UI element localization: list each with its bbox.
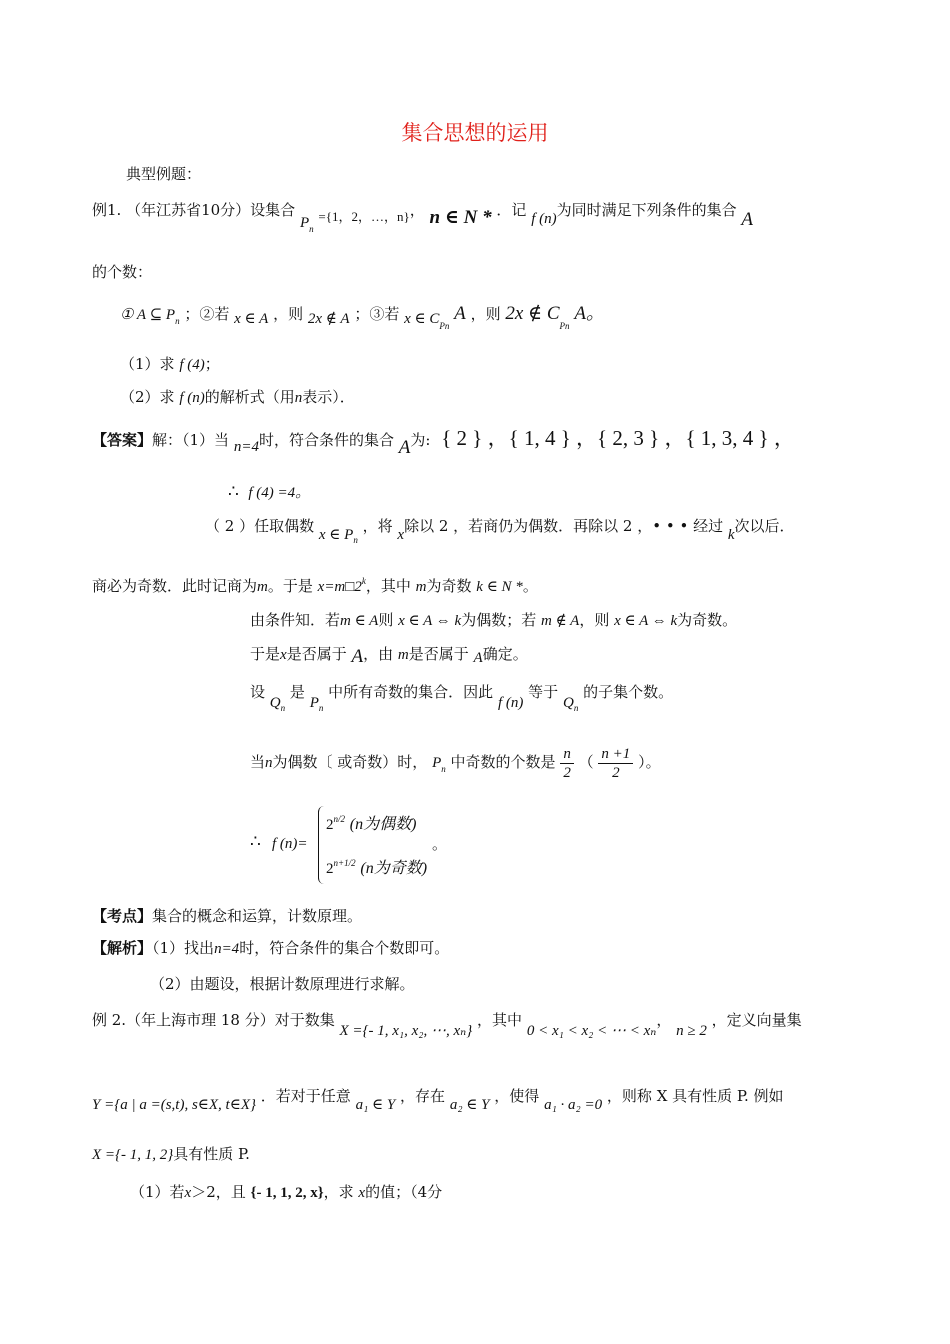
ex2-example: X ={- 1, 1, 2}具有性质 P. [92,1145,250,1163]
ex2-line1: 例 2.（年上海市理 18 分）对于数集 X ={- 1, x₁, x₂, ⋯, xₙ} ，其中 0 < x₁ < x₂ < ⋯ < xₙ， n ≥ 2 ，定义向量集 [92,1011,802,1039]
answer-part2-line2: 商必为奇数．此时记商为m。于是 $x=m□2^k$，其中 m为奇数 k ∈ N *。 [92,576,538,595]
kaodian-line: 【考点】集合的概念和运算，计数原理。 [92,907,363,925]
answer-line-Qn: 设 $Q_n$ 是 $P_n$ 中所有奇数的集合．因此 f (n) 等于 $Q_n$ 的子集个数。 [250,683,674,713]
page-title: 集合思想的运用 [401,121,549,145]
ex1-line2: 的个数： [92,263,153,281]
fraction-n-over-2: $\frac{n}{2}$ [560,745,574,782]
ex1-q1: （1）求 f (4)； [120,355,220,373]
section-heading: 典型例题： [126,165,202,183]
ex2-line2: Y ={a | a =(s,t), s∈X, t∈X} ．若对于任意 a₁ ∈ Y ，存在 a₂ ∈ Y ，使得 a₁ · a₂ =0 ，则称 X 具有性质 P. 例如 [92,1087,784,1113]
piecewise-case-odd: $2^{n+1/2}$ (n为奇数) [326,858,428,877]
jiexi-line2: （2）由题设，根据计数原理进行求解。 [150,975,415,993]
answer-line-count: 当n为偶数〔 或奇数）时， $P_n$ 中奇数的个数是 $\frac{n}{2}$ （ $\frac{n +1}{2}$ ）。 [250,745,661,781]
fn-label: f (n)= [272,836,308,852]
ex1-line1: 例1. （年江苏省10分）设集合 $P_n =\{1$，2，…，n}， n ∈ N * ．记 f (n)为同时满足下列条件的集合 A [92,201,754,234]
answer-part2-line1: （ 2 ）任取偶数 x ∈ $P_n$ ，将 x除以 2 ，若商仍为偶数．再除以 2 ，• • • 经过 k次以后． [205,517,795,545]
ex1-q2: （2）求 f (n)的解析式（用n表示）． [120,388,355,406]
answer-f4: ∴ f (4) =4。 [228,482,311,502]
therefore-symbol: ∴ [250,832,261,852]
piecewise-case-even: $2^{n/2}$ (n为偶数) [326,814,417,833]
answer-line-membership: 于是x是否属于 A，由 m是否属于 A确定。 [250,645,528,667]
answer-line-condition: 由条件知．若m ∈ A则 x ∈ A ⇔ k为偶数；若 m ∉ A，则 x ∈ A ⇔ k为奇数。 [250,611,738,629]
ex2-q1: （1）若x＞2，且 {- 1, 1, 2, x}，求 x的值；（4分 [130,1183,443,1201]
piecewise-end: 。 [432,835,448,853]
jiexi-line1: 【解析】（1）找出n=4时，符合条件的集合个数即可。 [92,939,450,957]
answer-line1: 【答案】解：（1）当 n=4时，符合条件的集合 A为: { 2 } ，{ 1, 4 } ，{ 2, 3 } ，{ 1, 3, 4 } ， [92,426,795,458]
ex1-conditions: ① A ⊆ $P_n$ ；②若 x ∈ A ，则 2x ∉ A ；③若 x ∈ $C_{Pn}$ A ，则 2x ∉ $C_{Pn}$ A。 [120,303,605,331]
fraction-n-plus-1-over-2: $\frac{n +1}{2}$ [598,745,633,782]
